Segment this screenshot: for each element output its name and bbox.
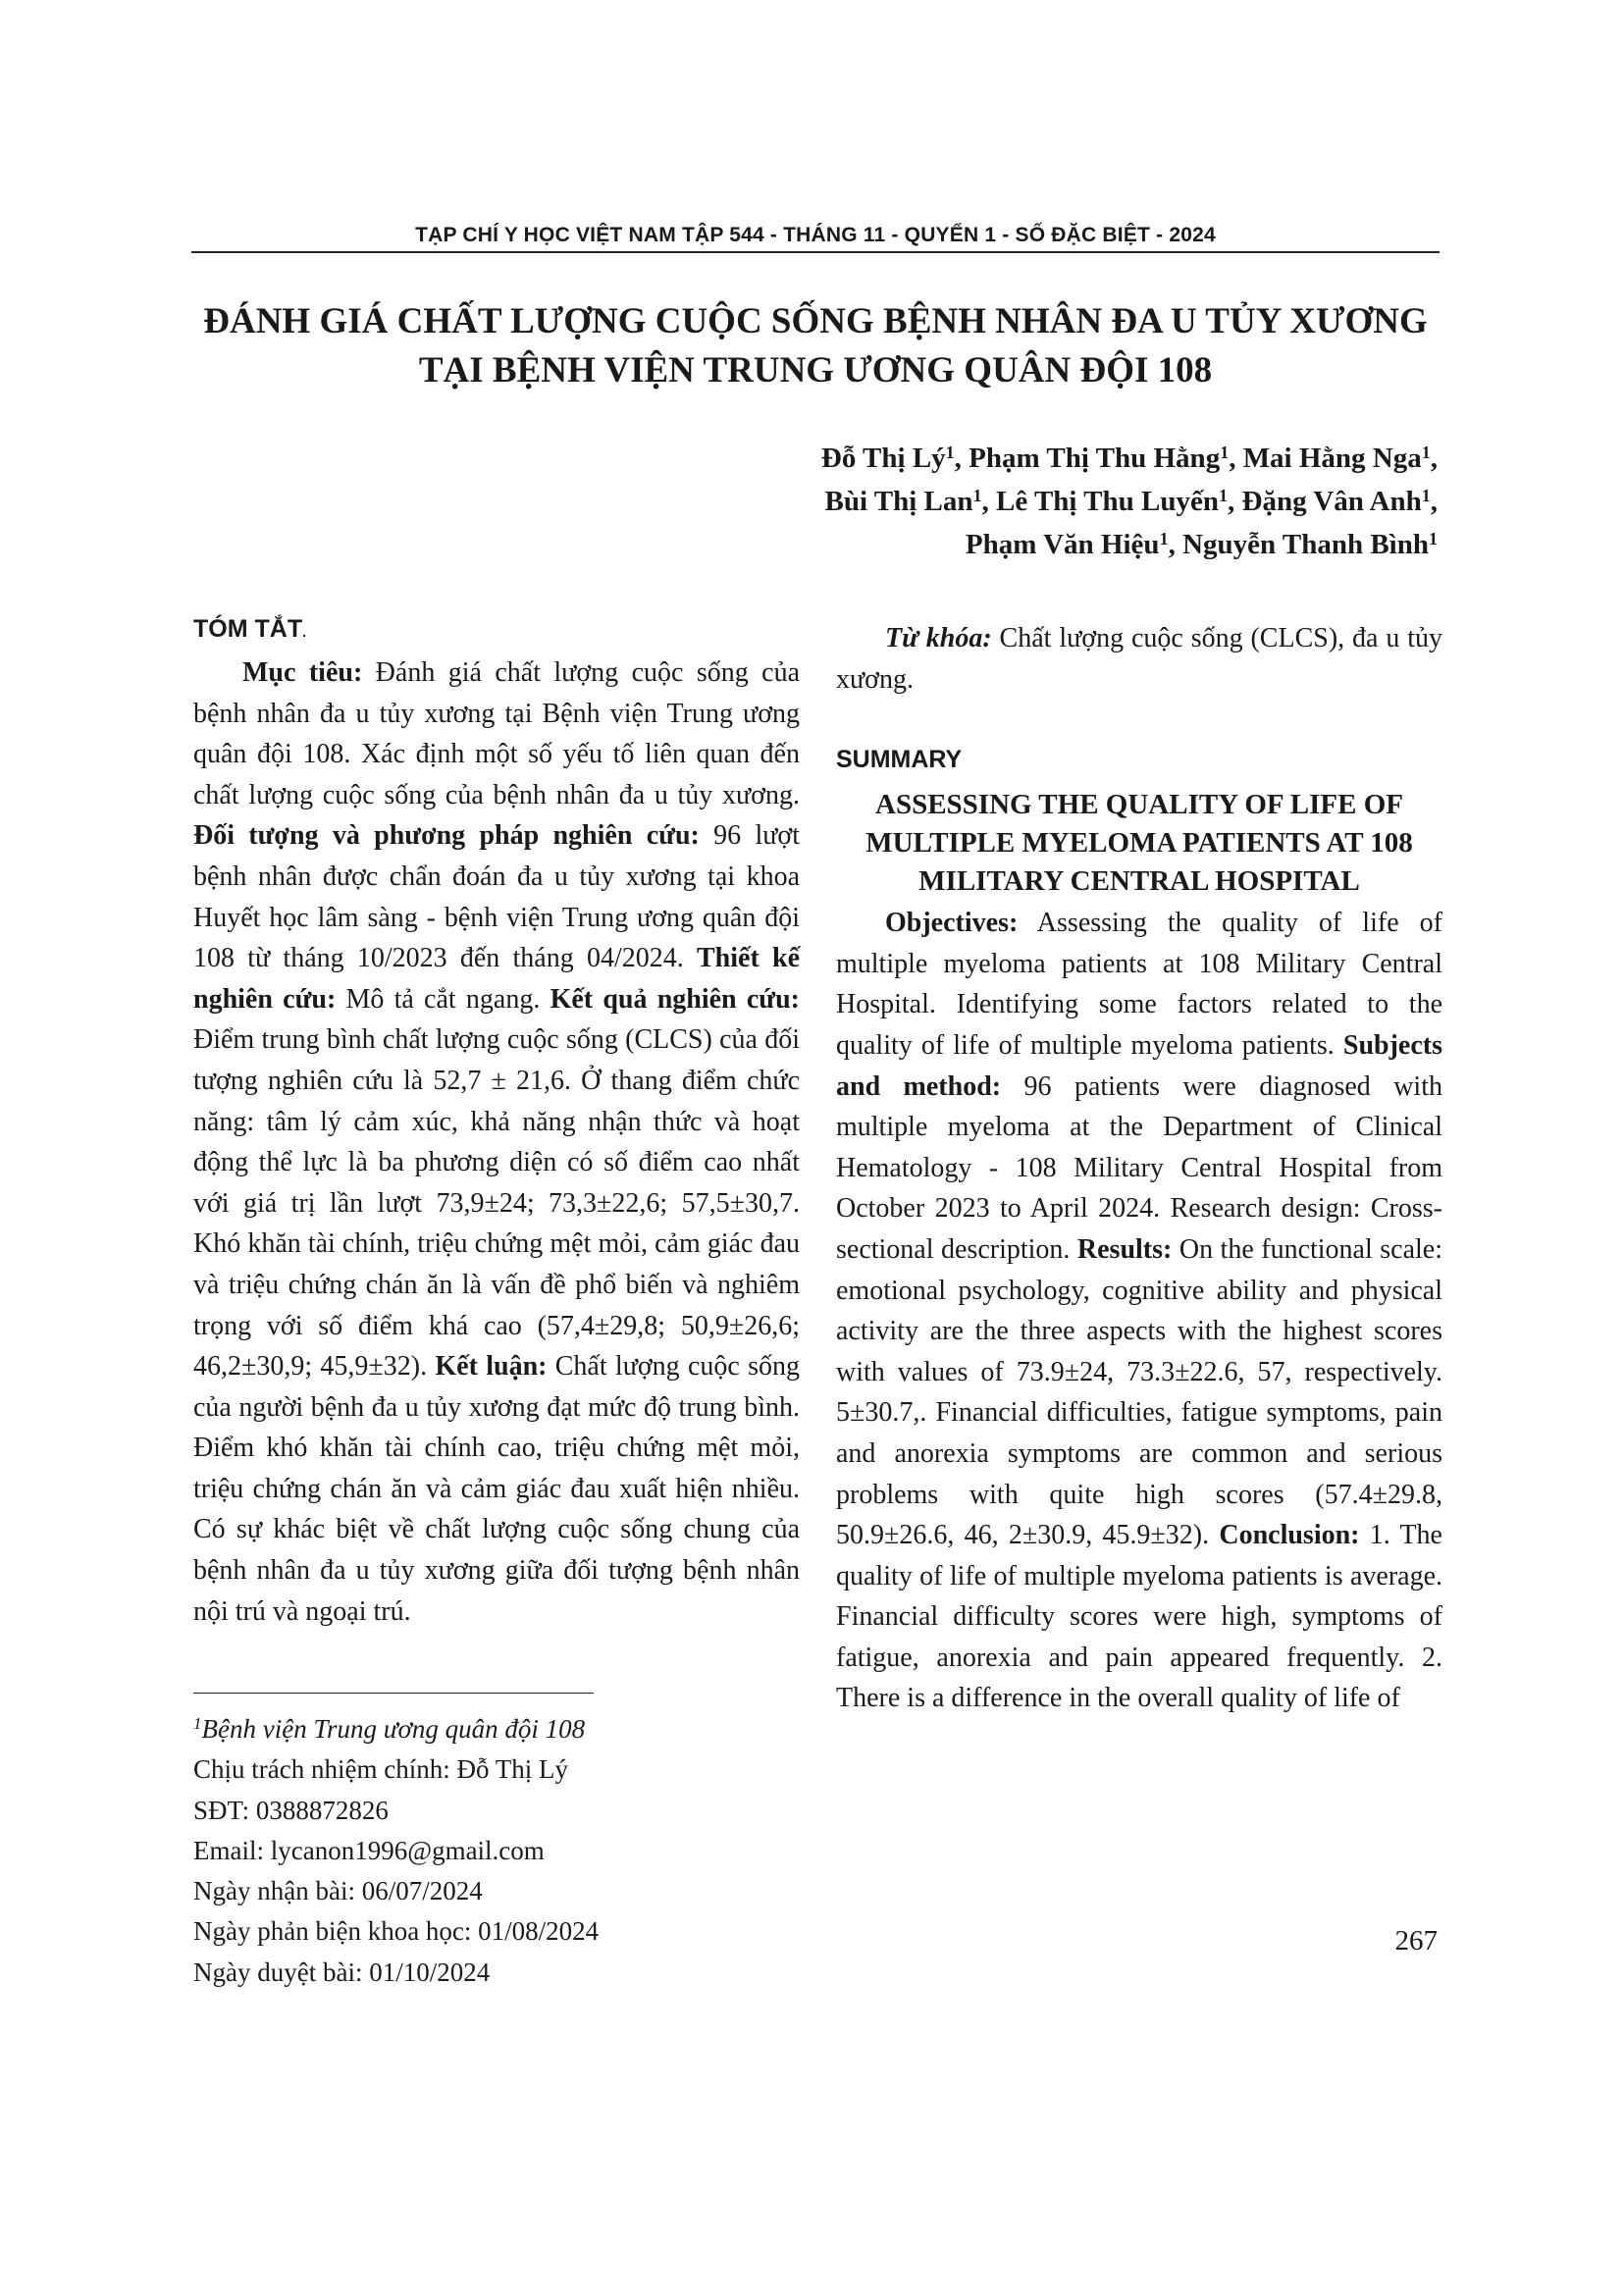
author-line-1: Đỗ Thị $Lý^1$, Phạm Thị Thu Hằng$^1$, Mai Hằng Nga$^1$, [820, 443, 1438, 474]
summary-title: ASSESSING THE QUALITY OF LIFE OF MULTIPLE MYELOMA PATIENTS AT 108 MILITARY CENTRAL HOSPITAL [865, 789, 1413, 898]
title-line-1: ĐÁNH GIÁ CHẤT LƯỢNG CUỘC SỐNG BỆNH NHÂN ĐA U TỦY XƯƠNG [203, 301, 1428, 341]
author-name: Lê Thị Thu Luyến [996, 486, 1220, 517]
author-affiliation-mark: 1 [1421, 486, 1431, 505]
subjects-label: Subjects and method: [836, 1029, 1442, 1102]
footnote-rule [193, 1693, 594, 1694]
conclusion-label: Kết luận: [435, 1351, 548, 1383]
author-affiliation-mark: 1 [1220, 443, 1230, 462]
header-rule [191, 251, 1440, 253]
objectives-label: Objectives: [885, 908, 1019, 939]
results-label: Kết quả nghiên cứu: [550, 983, 800, 1015]
author-name: Bùi Thị Lan [824, 486, 973, 517]
author-affiliation-mark: 1 [972, 486, 982, 505]
phone: SĐT: 0388872826 [193, 1795, 389, 1825]
keywords: Từ khóa: Chất lượng cuộc sống (CLCS), đa u tủy xương. [836, 623, 1443, 695]
corresponding-author: Chịu trách nhiệm chính: Đỗ Thị Lý [193, 1754, 568, 1785]
date-reviewed: Ngày phản biện khoa học: 01/08/2024 [193, 1916, 600, 1947]
date-accepted: Ngày duyệt bài: 01/10/2024 [193, 1957, 491, 1987]
author-line-2: Bùi Thị Lan$^1$, Lê Thị Thu Luyến$^1$, Đặng Vân Anh$^1$, [824, 486, 1438, 517]
page-number: 267 [1394, 1925, 1438, 1957]
title-line-2: TẠI BỆNH VIỆN TRUNG ƯƠNG QUÂN ĐỘI 108 [418, 350, 1213, 391]
left-column [193, 608, 800, 1632]
article-title [191, 297, 1440, 395]
author-name: Đặng Vân Anh [1241, 486, 1422, 517]
right-column [836, 608, 1442, 1719]
author-affiliation-mark: 1 [945, 443, 955, 462]
abstract-vi-body: Mục tiêu: Đánh giá chất lượng cuộc sống của bệnh nhân đa u tủy xương tại Bệnh viện Trung ương quân đội 108. Xác định một số yếu tố liên quan đến chất lượng cuộc sống của bệnh nhân đa u tủy xương. Đối tượng và phương pháp nghiên cứu: 96 lượt bệnh nhân được chẩn đoán đa u tủy xương tại khoa Huyết học lâm sàng - bệnh viện Trung ương quân đội 108 từ tháng 10/2023 đến tháng 04/2024. Thiết kế nghiên cứu: Mô tả cắt ngang. Kết quả nghiên cứu: Điểm trung bình chất lượng cuộc sống (CLCS) của đối tượng nghiên cứu là 52,7 ± 21,6. Ở thang điểm chức năng: tâm lý cảm xúc, khả năng nhận thức và hoạt động thể lực là ba phương diện có số điểm cao nhất với giá trị lần lượt 73,9±24; 73,3±22,6; 57,5±30,7. Khó khăn tài chính, triệu chứng mệt mỏi, cảm giác đau và triệu chứng chán ăn là vấn đề phổ biến và nghiêm trọng với số điểm khá cao (57,4±29,8; 50,9±26,6; 46,2±30,9; 45,9±32). Kết luận: Chất lượng cuộc sống của người bệnh đa u tủy xương đạt mức độ trung bình. Điểm khó khăn tài chính cao, triệu chứng mệt mỏi, triệu chứng chán ăn và cảm giác đau xuất hiện nhiều. Có sự khác biệt về chất lượng cuộc sống chung của bệnh nhân đa u tủy xương giữa đối tượng bệnh nhân nội trú và ngoại trú. [193, 657, 800, 1627]
footnote [193, 1709, 800, 1993]
author-line-3: Phạm Văn Hiệu$^1$, Nguyễn Thanh Bình$^1$ [965, 529, 1438, 560]
summary-heading: SUMMARY [836, 746, 963, 774]
author-name: Nguyễn Thanh Bình [1182, 529, 1429, 560]
objective-label: Mục tiêu: [242, 657, 363, 688]
running-head: TẠP CHÍ Y HỌC VIỆT NAM TẬP 544 - THÁNG 11 - QUYỂN 1 - SỐ ĐẶC BIỆT - 2024 [415, 224, 1216, 246]
author-name: Đỗ Thị Lý [820, 443, 946, 474]
author-affiliation-mark: 1 [1421, 443, 1431, 462]
author-affiliation-mark: 1 [1159, 529, 1169, 548]
keywords-label: Từ khóa: [885, 623, 992, 653]
abstract-heading: TÓM TẮT. [193, 615, 306, 643]
author-name: Phạm Thị Thu Hằng [969, 443, 1221, 474]
author-affiliation-mark: 1 [1429, 529, 1438, 548]
author-name: Phạm Văn Hiệu [965, 529, 1160, 560]
author-name: Mai Hằng Nga [1242, 443, 1422, 474]
author-list [821, 437, 1438, 566]
results-en-label: Results: [1076, 1233, 1173, 1265]
summary-body: Objectives: Assessing the quality of life of multiple myeloma patients at 108 Military Central Hospital. Identifying some factors related to the quality of life of multiple myeloma patients. Subjects and method: 96 patients were diagnosed with multiple myeloma at the Department of Clinical Hematology - 108 Military Central Hospital from October 2023 to April 2024. Research design: Cross-sectional description. Results: On the functional scale: emotional psychology, cognitive ability and physical activity are the three aspects with the highest scores with values of 73.9±24, 73.3±22.6, 57, respectively. 5±30.7,. Financial difficulties, fatigue symptoms, pain and anorexia symptoms are common and serious problems with quite high scores (57.4±29.8, 50.9±26.6, 46, 2±30.9, 45.9±32). Conclusion: 1. The quality of life of multiple myeloma patients is average. Financial difficulty scores were high, symptoms of fatigue, anorexia and pain appeared frequently. 2. There is a difference in the overall quality of life of [836, 908, 1442, 1714]
design-label: Thiết kế nghiên cứu: [193, 943, 800, 1015]
conclusion-en-label: Conclusion: [1219, 1520, 1360, 1551]
email: Email: lycanon1996@gmail.com [193, 1835, 545, 1865]
affiliation: $^1$Bệnh viện Trung ương quân đội 108 [193, 1714, 586, 1744]
method-label: Đối tượng và phương pháp nghiên cứu: [193, 820, 700, 852]
date-received: Ngày nhận bài: 06/07/2024 [193, 1876, 483, 1906]
author-affiliation-mark: 1 [1219, 486, 1229, 505]
